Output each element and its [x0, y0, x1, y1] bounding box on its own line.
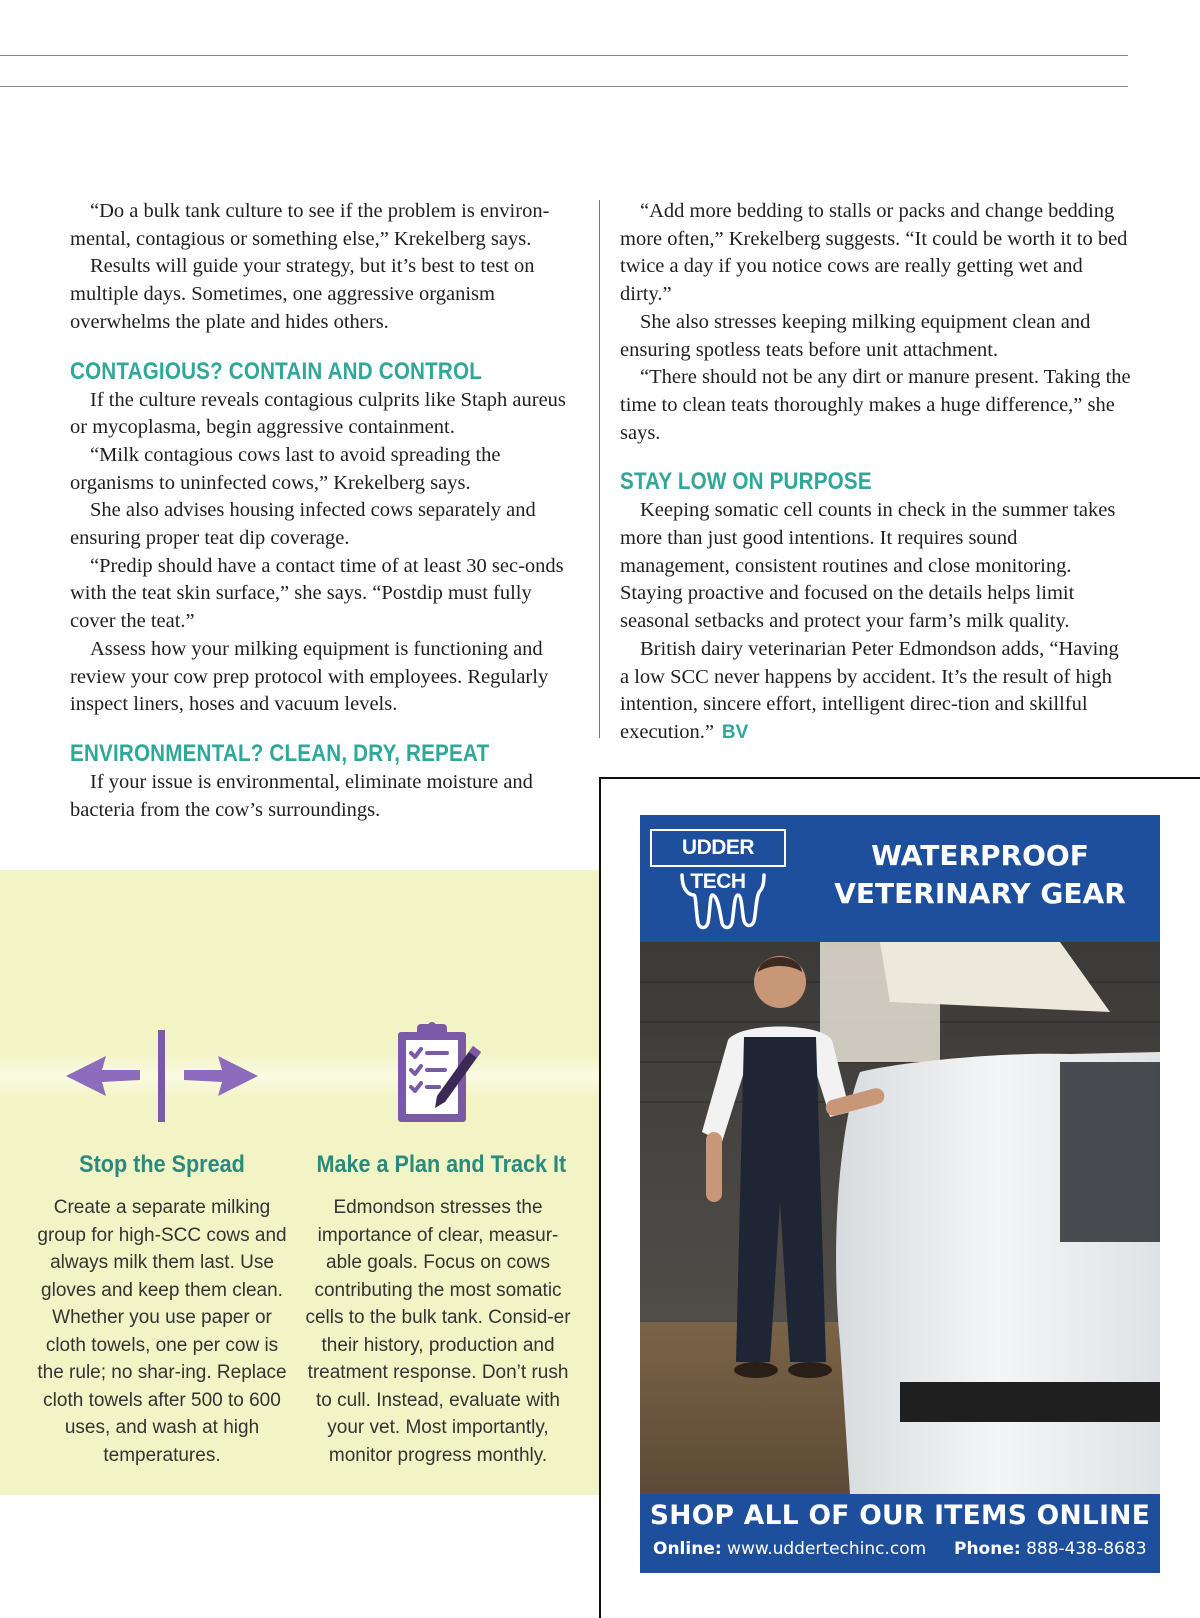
phone-contact[interactable] — [954, 1537, 1147, 1561]
brand-wordmark: UDDER TECH — [650, 829, 786, 867]
paragraph: “There should not be any dirt or manure present. Taking the time to clean teats thoroughly makes a huge difference,” she says. — [620, 366, 1131, 444]
tip-body: Create a separate milking group for high-SCC cows and always milk them last. Use gloves and keep them clean. Whether you use paper or cloth towels, one per cow is the rule; no shar-ing. Replace cloth towels after 500 to 600 uses, and wash at high temperatures. — [37, 1197, 287, 1466]
online-contact[interactable] — [653, 1537, 926, 1561]
section-heading-environmental: ENVIRONMENTAL? CLEAN, DRY, REPEAT — [70, 739, 490, 767]
udder-icon — [676, 873, 772, 931]
tips-sidebar — [0, 870, 600, 1495]
tip-title: Stop the Spread — [79, 1151, 245, 1178]
section-heading-purpose: STAY LOW ON PURPOSE — [620, 468, 872, 496]
paragraph: “Predip should have a contact time of at least 30 sec-onds with the teat skin surface,” she says. “Postdip must fully cover the teat.” — [70, 554, 564, 633]
paragraph: If your issue is environmental, eliminate moisture and bacteria from the cow’s surroundings. — [70, 770, 533, 821]
column-divider — [599, 200, 600, 738]
phone-number: 888-438-8683 — [1026, 1539, 1147, 1559]
paragraph: Keeping somatic cell counts in check in the summer takes more than just good intentions. It requires sound management, consistent routines and close monitoring. Staying proactive and focused on the details helps limit seasonal setbacks and protect your farm’s milk quality. — [620, 499, 1116, 633]
arrows-apart-icon — [62, 1030, 262, 1126]
paragraph: If the culture reveals contagious culprits like Staph aureus or mycoplasma, begin aggressive containment. — [70, 388, 566, 439]
tip-make-a-plan — [303, 1150, 573, 1469]
article-right-column — [620, 198, 1132, 747]
phone-label: Phone: — [954, 1539, 1021, 1559]
clipboard-checklist-icon — [395, 1020, 485, 1126]
paragraph: Results will guide your strategy, but it’s best to test on multiple days. Sometimes, one aggressive organism overwhelms the plate and hides others. — [70, 255, 535, 333]
paragraph: “Add more bedding to stalls or packs and change bedding more often,” Krekelberg suggests. “It could be worth it to bed twice a day if you notice cows are really getting wet and dirty.” — [620, 200, 1128, 306]
farmer-with-truck-photo — [640, 942, 1160, 1494]
paragraph: She also stresses keeping milking equipment clean and ensuring spotless teats before unit attachment. — [620, 310, 1091, 361]
paragraph: Assess how your milking equipment is functioning and review your cow prep protocol with employees. Regularly inspect liners, hoses and vacuum levels. — [70, 637, 549, 716]
online-url: www.uddertechinc.com — [727, 1539, 927, 1559]
online-label: Online: — [653, 1539, 722, 1559]
udder-tech-advertisement[interactable] — [640, 815, 1160, 1573]
ad-frame-top-border — [600, 777, 1200, 779]
tip-stop-the-spread — [32, 1150, 292, 1469]
paragraph: “Do a bulk tank culture to see if the problem is environ-mental, contagious or something else,” Krekelberg says. — [70, 200, 550, 250]
tip-body: Edmondson stresses the importance of clear, measur-able goals. Focus on cows contributing the most somatic cells to the bulk tank. Consid-er their history, production and treatment response. Don’t rush to cull. Instead, evaluate with your vet. Most importantly, monitor progress monthly. — [305, 1197, 571, 1466]
ad-headline: WATERPROOF VETERINARY GEAR — [834, 839, 1126, 910]
top-rule-2 — [0, 86, 1128, 87]
tip-title: Make a Plan and Track It — [316, 1151, 567, 1178]
udder-tech-logo — [650, 829, 790, 935]
ad-frame-left-border — [599, 777, 601, 1618]
section-heading-contagious: CONTAGIOUS? CONTAIN AND CONTROL — [70, 357, 482, 385]
shop-online-banner: SHOP ALL OF OUR ITEMS ONLINE — [649, 1500, 1151, 1531]
top-rule-1 — [0, 55, 1128, 56]
paragraph: She also advises housing infected cows separately and ensuring proper teat dip coverage. — [70, 499, 536, 550]
paragraph — [620, 636, 1132, 747]
closing-quote: British dairy veterinarian Peter Edmondson adds, “Having a low SCC never happens by accident. It’s the result of high intention, sincere effort, intelligent direc-tion and skillful execution.” — [620, 637, 1119, 743]
article-left-column — [70, 198, 580, 824]
author-signoff: BV — [721, 721, 749, 743]
paragraph: “Milk contagious cows last to avoid spreading the organisms to uninfected cows,” Krekelberg says. — [70, 443, 501, 494]
